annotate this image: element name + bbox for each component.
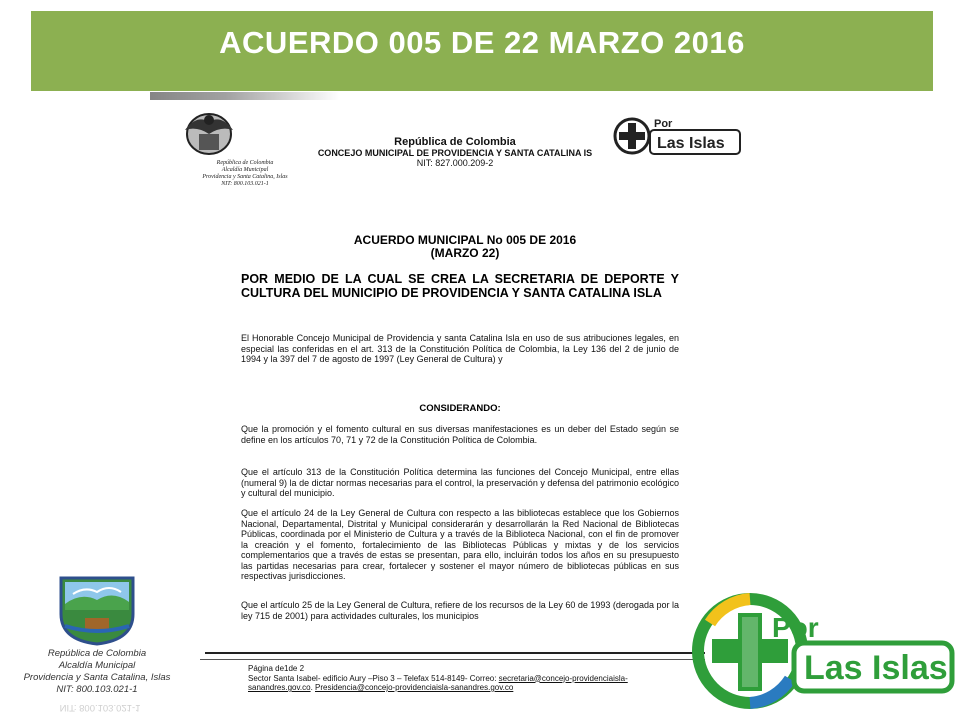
title-banner [31, 11, 933, 91]
footer-page: Página de1de 2 [248, 664, 305, 673]
considerando-paragraph: Que el artículo 25 de la Ley General de Cultura, refiere de los recursos de la Ley 60 de 1993 (derogada por la ley 715 de 2001) para actividades culturales, los municipios [241, 600, 679, 621]
footer-contact [248, 674, 688, 693]
crest-caption-line: Providencia y Santa Catalina, Islas [202, 174, 288, 180]
header-nit: NIT: 827.000.209-2 [416, 158, 494, 168]
intro-paragraph: El Honorable Concejo Municipal de Providencia y santa Catalina Isla en uso de sus atribuciones legales, en especial las conferidas en el art. 313 de la Constitución Política de Colombia, la Ley 136 del 2 de junio de 1994 y la 397 del 7 de agosto de 1997 (Ley General de Cultura) y [241, 333, 679, 364]
bottom-caption-line: República de Colombia [47, 648, 147, 659]
logo-small-las-islas: Las Islas [657, 135, 725, 152]
crest-caption-line: NIT: 800.103.021-1 [221, 181, 269, 187]
caption-reflection: NIT: 800.103.021-1 [59, 702, 141, 713]
acuerdo-date: (MARZO 22) [430, 246, 500, 260]
considerando-heading: CONSIDERANDO: [419, 403, 501, 414]
por-las-islas-logo [690, 583, 956, 720]
acuerdo-subject: POR MEDIO DE LA CUAL SE CREA LA SECRETARIA DE DEPORTE Y CULTURA DEL MUNICIPIO DE PROVIDENCIA Y SANTA CATALINA ISLA [241, 272, 679, 300]
bottom-crest-caption [12, 648, 182, 696]
footer-divider [200, 659, 705, 660]
footer-separator: . [310, 683, 316, 692]
footer-address: Sector Santa Isabel- edificio Aury –Piso 3 – Telefax 514-8149- Correo: [248, 673, 499, 683]
header-council: CONCEJO MUNICIPAL DE PROVIDENCIA Y SANTA CATALINA IS [317, 148, 593, 158]
scan-edge-artifact [150, 92, 340, 100]
acuerdo-heading [300, 234, 630, 260]
crest-caption [190, 160, 300, 188]
bottom-caption-line: NIT: 800.103.021-1 [56, 684, 138, 695]
bottom-caption-line: Providencia y Santa Catalina, Islas [23, 672, 171, 683]
por-las-islas-logo-small [612, 113, 742, 159]
document-header [300, 136, 610, 168]
document-footer [248, 664, 688, 693]
header-country: República de Colombia [394, 136, 516, 148]
footer-divider [205, 652, 705, 654]
footer-email-link[interactable]: Presidencia@concejo-providenciaisla-sanandres.gov.co [315, 683, 514, 692]
footer-email-link[interactable]: secretaria@concejo-providenciaisla-sanandres.gov.co [248, 673, 628, 692]
slide-title: ACUERDO 005 DE 22 MARZO 2016 [219, 25, 745, 60]
acuerdo-number: ACUERDO MUNICIPAL No 005 DE 2016 [353, 233, 577, 247]
logo-small-por: Por [654, 118, 673, 130]
considerando-paragraph: Que el artículo 313 de la Constitución Política determina las funciones del Concejo Municipal, entre ellas (numeral 9) la de dictar normas necesarias para el control, la preservación y defensa del patrimonio ecológico y cultural del municipio. [241, 467, 679, 498]
considerando-paragraph: Que el artículo 24 de la Ley General de Cultura con respecto a las bibliotecas establece que los Gobiernos Nacional, Departamental, Distrital y Municipal considerarán y desarrollarán la Red Nacional de Bibliotecas Públicas, coordinada por el Ministerio de Cultura y a través de la Biblioteca Nacional, con el fin de promover la creación y el fomento, fortalecimiento de las Bibliotecas Públicas y mixtas y de los servicios complementarios que a través de estas se presentan, para ello, incluirán todos los años en su presupuesto las partidas necesarias para crear, fortalecer y sostener el mayor número de bibliotecas públicas en sus respectivas jurisdicciones. [241, 508, 679, 581]
crest-caption-line: Alcaldía Municipal [221, 167, 269, 173]
logo-las-islas: Las Islas [804, 649, 948, 687]
considerando-paragraph: Que la promoción y el fomento cultural en sus diversas manifestaciones es un deber del Estado según se define en los artículos 70, 71 y 72 de la Constitución Política de Colombia. [241, 424, 679, 445]
municipal-crest-color-icon [55, 574, 139, 646]
crest-caption-line: República de Colombia [216, 160, 274, 166]
municipal-crest-icon [177, 108, 241, 160]
logo-por: Por [772, 612, 819, 643]
bottom-caption-line: Alcaldía Municipal [58, 660, 136, 671]
